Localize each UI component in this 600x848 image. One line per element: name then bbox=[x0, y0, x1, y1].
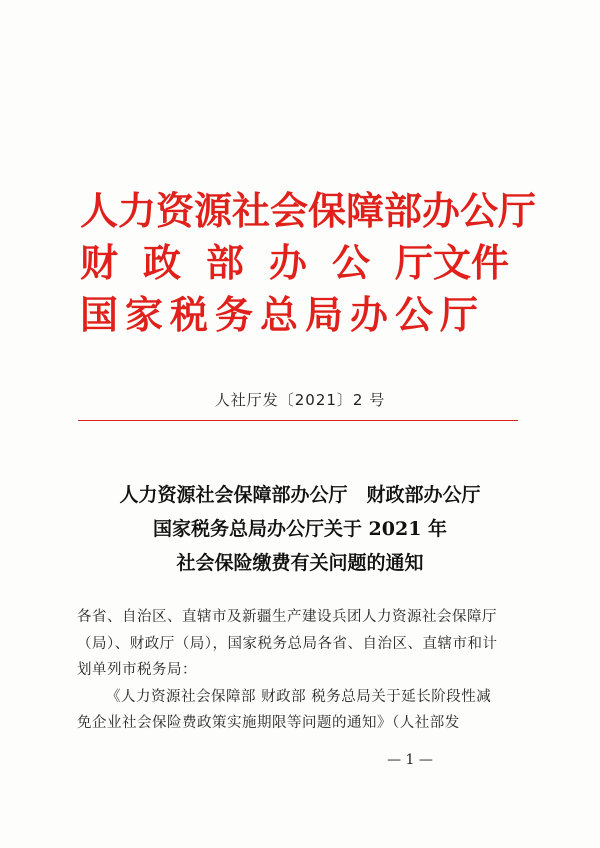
issuer-char: 家 bbox=[125, 292, 164, 337]
document-title bbox=[60, 478, 540, 580]
issuer-char: 国 bbox=[80, 292, 119, 337]
issuer-char: 税 bbox=[170, 292, 209, 337]
issuer-char: 务 bbox=[215, 292, 254, 337]
issuer-char: 办 bbox=[269, 240, 308, 285]
issuer-char: 财 bbox=[80, 240, 119, 285]
issuer-finance-office bbox=[80, 238, 520, 290]
issuer-tax-office bbox=[80, 290, 520, 342]
red-divider-line bbox=[78, 420, 518, 421]
issuer-char: 总 bbox=[260, 292, 299, 337]
issuer-char: 厅 bbox=[440, 292, 479, 337]
document-body bbox=[77, 604, 522, 737]
issuer-char: 办 bbox=[350, 292, 389, 337]
issuer-hrss-office: 人力资源社会保障部办公厅 bbox=[80, 188, 537, 233]
addressee-line-2: （局）、财政厅（局），国家税务总局各省、自治区、直辖市和计 bbox=[77, 635, 498, 652]
issuer-char: 政 bbox=[143, 240, 182, 285]
body-paragraph-line-2: 免企业社会保险费政策实施期限等问题的通知》（人社部发 bbox=[77, 715, 460, 731]
title-line-1: 人力资源社会保障部办公厅 财政部办公厅 bbox=[119, 484, 481, 506]
issuer-char: 公 bbox=[395, 292, 434, 337]
page-number: — 1 — bbox=[387, 752, 433, 768]
document-number: 人社厅发〔2021〕2 号 bbox=[214, 391, 386, 409]
issuing-authorities bbox=[80, 186, 537, 342]
issuer-char: 部 bbox=[206, 240, 245, 285]
title-line-3: 社会保险缴费有关问题的通知 bbox=[176, 552, 424, 574]
issuer-char: 局 bbox=[305, 292, 344, 337]
addressee-line-1: 各省、自治区、直辖市及新疆生产建设兵团人力资源社会保障厅 bbox=[77, 609, 497, 625]
body-paragraph-line-1: 《人力资源社会保障部 财政部 税务总局关于延长阶段性减 bbox=[106, 688, 492, 705]
title-line-2: 国家税务总局办公厅关于 2021 年 bbox=[152, 518, 448, 540]
issuer-char: 厅 bbox=[395, 240, 434, 285]
document-suffix: 文件 bbox=[433, 240, 510, 285]
issuer-char: 公 bbox=[332, 240, 371, 285]
addressee-line-3: 划单列市税务局： bbox=[77, 662, 197, 678]
